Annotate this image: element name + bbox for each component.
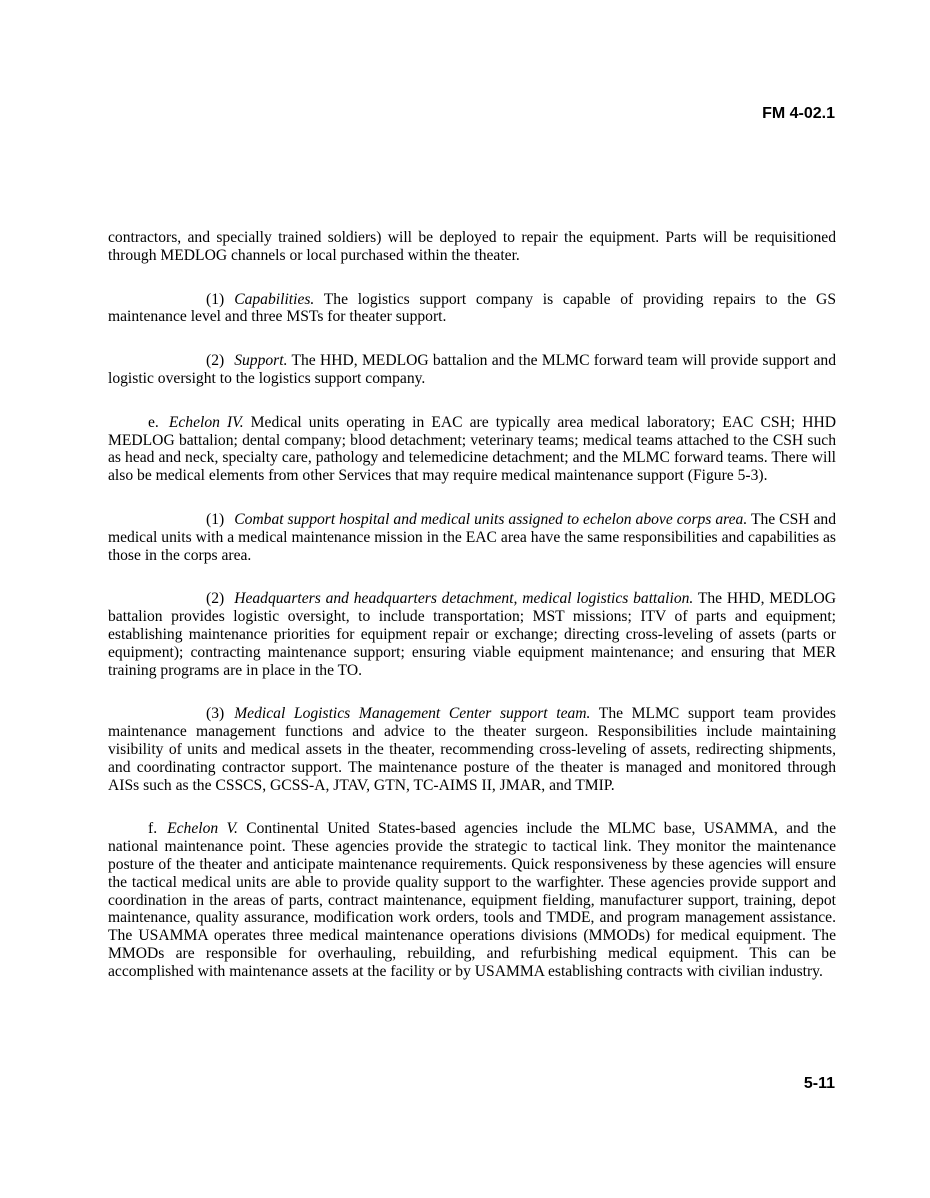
paragraph-heading: Headquarters and headquarters detachment, medical logistics battalion. [234, 590, 694, 608]
paragraph-support [108, 352, 836, 388]
paragraph-text: The logistics support company is capable of providing repairs to the GS maintenance level and three MSTs for theater support. [108, 290, 836, 326]
paragraph-marker: f. [148, 820, 158, 838]
paragraph-marker: e. [148, 413, 159, 431]
paragraph-heading: Echelon IV. [168, 413, 244, 431]
paragraph-marker: (3) [206, 705, 225, 723]
paragraph-text: The CSH and medical units with a medical maintenance mission in the EAC area have the same responsibilities and capabilities as those in the corps area. [108, 510, 836, 564]
body-text [108, 229, 836, 1007]
paragraph-text: Medical units operating in EAC are typically area medical laboratory; EAC CSH; HHD MEDLOG battalion; dental company; blood detachment; veterinary teams; medical teams attached to the CSH such as head and neck, specialty care, pathology and telemedicine detachment; and the MLMC forward teams. There will also be medical elements from other Services that may require medical maintenance support (Figure 5-3). [108, 413, 836, 485]
paragraph-heading: Capabilities. [234, 290, 315, 308]
paragraph-text: The MLMC support team provides maintenance management functions and advice to the theater surgeon. Responsibilities include maintaining visibility of units and medical assets in the theater, recommending cross-leveling of assets, redirecting shipments, and coordinating contractor support. The maintenance posture of the theater is managed and monitored through AISs such as the CSSCS, GCSS-A, JTAV, GTN, TC-AIMS II, JMAR, and TMIP. [108, 705, 836, 794]
paragraph-capabilities [108, 291, 836, 327]
paragraph-echelon-v [108, 820, 836, 980]
paragraph-heading: Combat support hospital and medical units assigned to echelon above corps area. [234, 510, 748, 528]
paragraph-echelon-iv [108, 414, 836, 485]
page-header-doc-id: FM 4-02.1 [762, 105, 835, 122]
paragraph-marker: (2) [206, 352, 225, 370]
paragraph-marker: (1) [206, 290, 225, 308]
paragraph-hhd-medlog [108, 590, 836, 679]
paragraph-heading: Support. [234, 352, 288, 370]
paragraph-text: The HHD, MEDLOG battalion provides logistic oversight, to include transportation; MST missions; ITV of parts and equipment; establishing maintenance priorities for equipment repair or exchange; directing cross-leveling of assets (parts or equipment); contracting maintenance support; ensuring viable equipment maintenance; and ensuring that MER training programs are in place in the TO. [108, 590, 837, 679]
paragraph-mlmc-support-team [108, 705, 836, 794]
paragraph-text: contractors, and specially trained soldiers) will be deployed to repair the equipment. Parts will be requisitioned through MEDLOG channels or local purchased within the theater. [108, 229, 836, 264]
paragraph-heading: Echelon V. [167, 820, 238, 838]
page-number: 5-11 [803, 1075, 835, 1092]
paragraph-csh-eac [108, 511, 836, 564]
paragraph-heading: Medical Logistics Management Center support team. [234, 705, 591, 723]
paragraph-text: The HHD, MEDLOG battalion and the MLMC forward team will provide support and logistic oversight to the logistics support company. [108, 352, 836, 387]
paragraph-continuation [108, 229, 836, 265]
paragraph-marker: (1) [206, 510, 225, 528]
paragraph-text: Continental United States-based agencies include the MLMC base, USAMMA, and the national maintenance point. These agencies provide the strategic to tactical link. They monitor the maintenance posture of the theater and anticipate maintenance requirements. Quick responsiveness by these agencies will ensure the tactical medical units are able to provide quality support to the warfighter. These agencies provide support and coordination in the areas of parts, contract maintenance, equipment fielding, manufacturer support, training, depot maintenance, quality assurance, modification work orders, tools and TMDE, and program management assistance. The USAMMA operates three medical maintenance operations divisions (MMODs) for medical equipment. The MMODs are responsible for overhauling, rebuilding, and refurbishing medical equipment. This can be accomplished with maintenance assets at the facility or by USAMMA establishing contracts with civilian industry. [108, 820, 836, 980]
paragraph-marker: (2) [206, 590, 225, 608]
